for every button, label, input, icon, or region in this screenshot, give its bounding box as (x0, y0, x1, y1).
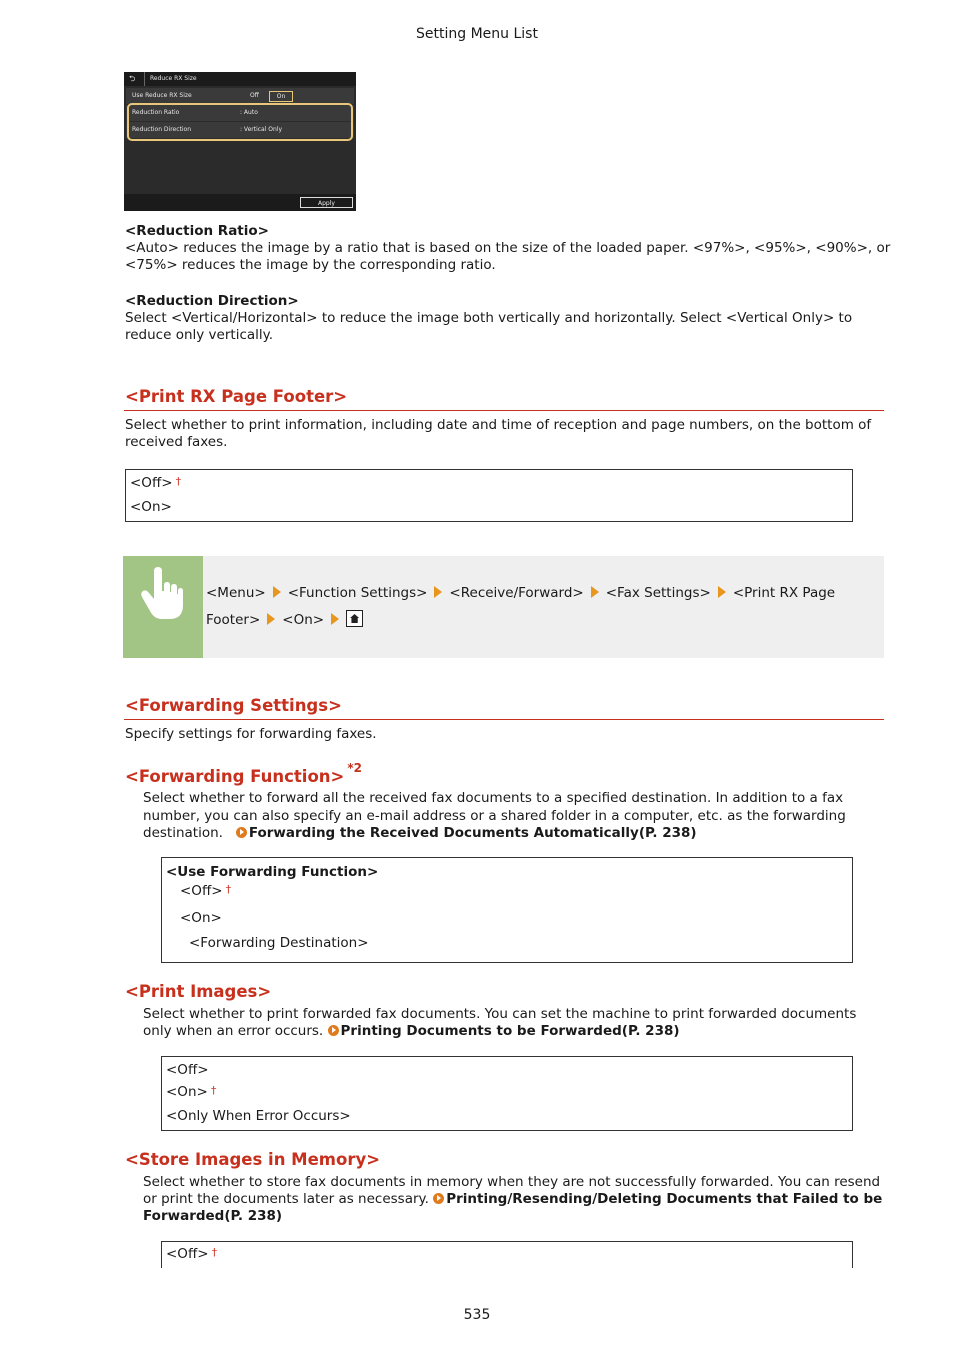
operation-callout (123, 556, 884, 658)
forwarding-function-text-1: Select whether to forward all the received fax documents to a specified destination. In addition to a fax (143, 790, 844, 806)
menu-item-print-rx-page: <Print RX Page (732, 585, 836, 601)
callout-path-line-1 (206, 585, 835, 603)
option-only-when-error: <Only When Error Occurs> (166, 1108, 351, 1124)
option-off: <Off> † (130, 475, 182, 491)
forwarding-function-heading: <Forwarding Function> $^{*2}$ (125, 761, 362, 786)
print-rx-footer-heading: <Print RX Page Footer> (125, 387, 348, 406)
default-mark: † (211, 1246, 218, 1259)
option-on: <On> (130, 499, 172, 515)
callout-side (123, 556, 203, 658)
store-images-options (161, 1241, 853, 1268)
forwarding-settings-text: Specify settings for forwarding faxes. (125, 726, 377, 742)
link-arrow-icon (236, 827, 247, 838)
menu-item-footer: Footer> (206, 612, 261, 628)
print-images-heading: <Print Images> (125, 982, 272, 1001)
device-screenshot (124, 72, 356, 211)
screenshot-row-ratio: Reduction Ratio : Auto (126, 105, 354, 121)
hand-pointer-icon (140, 567, 184, 623)
arrow-right-icon (434, 586, 442, 598)
forwarding-function-text-2: number, you can also specify an e-mail address or a shared folder in a computer, etc. as the forwarding (143, 808, 846, 824)
print-images-text-2: only when an error occurs. Printing Documents to be Forwarded(P. 238) (143, 1023, 680, 1039)
screenshot-row-use-reduce: Use Reduce RX Size Off On (126, 88, 354, 104)
print-images-link[interactable]: Printing Documents to be Forwarded(P. 238) (328, 1023, 680, 1039)
arrow-right-icon (718, 586, 726, 598)
store-images-text-2: or print the documents later as necessary. Printing/Resending/Deleting Documents that Failed to be (143, 1191, 883, 1207)
store-images-heading: <Store Images in Memory> (125, 1150, 381, 1169)
section-rule (124, 410, 884, 411)
link-arrow-icon (328, 1025, 339, 1036)
forwarding-function-options (161, 857, 853, 963)
screenshot-row-direction: Reduction Direction : Vertical Only (126, 122, 354, 138)
arrow-right-icon (591, 586, 599, 598)
store-images-link-cont[interactable]: Forwarded(P. 238) (143, 1208, 283, 1224)
reduction-ratio-heading: <Reduction Ratio> (125, 223, 269, 239)
callout-path-line-2 (206, 607, 363, 630)
home-icon (346, 610, 363, 627)
option-on: <On> (180, 910, 222, 926)
menu-item-function-settings: <Function Settings> (287, 585, 428, 601)
screenshot-apply-button: Apply (300, 197, 353, 208)
print-rx-footer-options (125, 469, 853, 522)
reduction-direction-text-2: reduce only vertically. (125, 327, 273, 343)
link-arrow-icon (433, 1193, 444, 1204)
option-forwarding-destination: <Forwarding Destination> (189, 935, 369, 951)
forwarding-settings-heading: <Forwarding Settings> (125, 696, 342, 715)
store-images-link[interactable]: Printing/Resending/Deleting Documents that Failed to be (433, 1191, 882, 1207)
store-images-text-1: Select whether to store fax documents in memory when they are not successfully forwarded. You can resend (143, 1174, 881, 1190)
use-forwarding-title: <Use Forwarding Function> (166, 864, 379, 880)
menu-item-menu: <Menu> (206, 585, 266, 601)
default-mark: † (175, 475, 182, 488)
print-rx-footer-text-2: received faxes. (125, 434, 228, 450)
print-images-options (161, 1056, 853, 1131)
option-off: <Off> (166, 1062, 209, 1078)
default-mark: † (210, 1084, 217, 1097)
page-header: Setting Menu List (416, 26, 538, 42)
option-off: <Off> † (166, 1246, 218, 1262)
screenshot-title: Reduce RX Size (150, 75, 197, 82)
print-rx-footer-text-1: Select whether to print information, including date and time of reception and page numbers, on the bottom of (125, 417, 872, 433)
arrow-right-icon (273, 586, 281, 598)
footnote-mark: *2 (347, 761, 362, 775)
arrow-right-icon (331, 613, 339, 625)
forwarding-link[interactable]: Forwarding the Received Documents Automatically(P. 238) (236, 825, 697, 841)
print-images-text-1: Select whether to print forwarded fax documents. You can set the machine to print forwarded documents (143, 1006, 857, 1022)
screenshot-highlight (127, 103, 353, 141)
menu-item-on: <On> (282, 612, 325, 628)
reduction-ratio-text-1: <Auto> reduces the image by a ratio that is based on the size of the loaded paper. <97%>, <95%>, <90%>, or (125, 240, 891, 256)
forwarding-function-text-3: destination. Forwarding the Received Documents Automatically(P. 238) (143, 825, 697, 841)
menu-item-receive-forward: <Receive/Forward> (449, 585, 584, 601)
arrow-right-icon (267, 613, 275, 625)
option-off: <Off> † (180, 883, 232, 899)
reduction-ratio-text-2: <75%> reduces the image by the corresponding ratio. (125, 257, 496, 273)
option-on: <On> † (166, 1084, 217, 1100)
page-number: 535 (463, 1307, 491, 1323)
section-rule (124, 719, 884, 720)
menu-item-fax-settings: <Fax Settings> (605, 585, 711, 601)
default-mark: † (225, 883, 232, 896)
reduction-direction-heading: <Reduction Direction> (125, 293, 299, 309)
reduction-direction-text-1: Select <Vertical/Horizontal> to reduce the image both vertically and horizontally. Select <Vertical Only> to (125, 310, 853, 326)
back-icon: ⮌ (129, 74, 136, 83)
screenshot-title-bar (124, 72, 356, 86)
